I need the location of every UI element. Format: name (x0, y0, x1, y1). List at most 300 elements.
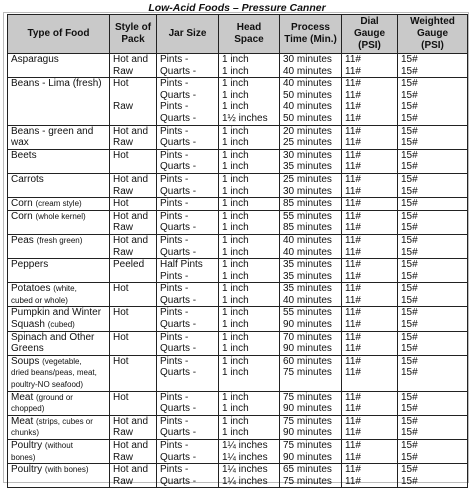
dial-gauge-value: 11# (345, 270, 361, 282)
food-line (11, 150, 109, 162)
jar-size-value: Pints - (160, 125, 189, 137)
head-space-value: 1 inch (222, 294, 249, 306)
cell-type-of-food (8, 210, 110, 234)
cell-type-of-food (8, 355, 110, 391)
cell-head-space (219, 464, 280, 488)
jar-size-value: Quarts - (160, 185, 197, 197)
cell-head-space (219, 210, 280, 234)
style-of-pack-value: Hot and (113, 440, 149, 451)
cell-type-of-food (8, 283, 110, 307)
cell-weighted-gauge (398, 355, 468, 391)
table-row (8, 125, 468, 149)
food-name: Beets (11, 149, 37, 161)
table-row (8, 54, 468, 78)
cell-head-space (219, 331, 280, 355)
dial-gauge-value: 11# (345, 475, 361, 487)
dial-gauge-value: 11# (345, 173, 361, 185)
jar-size-value: Pints - (160, 54, 189, 65)
cell-process-time (280, 149, 342, 173)
jar-size-value: Pints - (160, 391, 189, 403)
jar-size-value: Pints - (160, 415, 189, 427)
cell-process-time (280, 210, 342, 234)
jar-size-value: Quarts - (160, 222, 197, 234)
cell-jar-size (157, 210, 219, 234)
jar-size-value: Quarts - (160, 367, 197, 379)
process-time-value: 75 minutes (283, 367, 332, 379)
cell-type-of-food (8, 331, 110, 355)
cell-head-space (219, 283, 280, 307)
cell-style-of-pack (110, 198, 157, 211)
cell-weighted-gauge (398, 54, 468, 78)
column-header-line: (PSI) (421, 40, 444, 51)
process-time-value: 35 minutes (283, 283, 332, 295)
jar-size-value: Quarts - (160, 343, 197, 355)
jar-size-value (160, 379, 218, 391)
food-name: Poultry (11, 464, 45, 476)
style-of-pack-value (113, 403, 156, 415)
food-note: (ground or (36, 392, 73, 402)
weighted-gauge-value: 15# (401, 222, 418, 234)
dial-gauge-value: 11# (345, 198, 361, 210)
dial-gauge-value: 11# (345, 259, 361, 271)
weighted-gauge-value: 15# (401, 307, 418, 319)
cell-jar-size (157, 149, 219, 173)
process-time-value: 75 minutes (283, 475, 332, 487)
cell-weighted-gauge (398, 234, 468, 258)
weighted-gauge-value: 15# (401, 331, 418, 343)
cell-jar-size (157, 355, 219, 391)
process-time-value: 85 minutes (283, 198, 332, 210)
weighted-gauge-value: 15# (401, 125, 418, 137)
table-row (8, 173, 468, 197)
column-header-line: Type of Food (27, 28, 90, 39)
head-space-value: 1 inch (222, 185, 249, 197)
cell-jar-size (157, 125, 219, 149)
cell-style-of-pack (110, 415, 157, 439)
cell-dial-gauge (342, 355, 398, 391)
food-name: Corn (11, 210, 36, 222)
jar-size-value: Quarts - (160, 451, 197, 463)
food-note: (white, (53, 284, 77, 294)
cell-head-space (219, 234, 280, 258)
process-time-value: 60 minutes (283, 355, 332, 367)
food-line (11, 319, 109, 331)
jar-size-value: Pints - (160, 270, 189, 282)
cell-style-of-pack (110, 234, 157, 258)
jar-size-value: Pints - (160, 464, 189, 476)
weighted-gauge-value: 15# (401, 343, 418, 355)
jar-size-value: Quarts - (160, 427, 197, 439)
cell-type-of-food (8, 173, 110, 197)
cell-jar-size (157, 415, 219, 439)
dial-gauge-value: 11# (345, 451, 361, 463)
cell-process-time (280, 391, 342, 415)
head-space-value: 1 inch (222, 427, 249, 439)
cell-weighted-gauge (398, 391, 468, 415)
process-time-value: 55 minutes (283, 210, 332, 222)
food-line (11, 452, 109, 464)
cell-jar-size (157, 234, 219, 258)
cell-weighted-gauge (398, 259, 468, 283)
style-of-pack-value: Raw (113, 185, 134, 197)
cell-jar-size (157, 78, 219, 125)
cell-style-of-pack (110, 440, 157, 464)
cell-process-time (280, 440, 342, 464)
weighted-gauge-value: 15# (401, 283, 418, 295)
weighted-gauge-value: 15# (401, 185, 418, 197)
dial-gauge-value: 11# (345, 415, 361, 427)
table-row (8, 149, 468, 173)
style-of-pack-value: Hot and (113, 54, 149, 65)
cell-process-time (280, 198, 342, 211)
cell-style-of-pack (110, 331, 157, 355)
dial-gauge-value: 11# (345, 65, 361, 77)
dial-gauge-value: 11# (345, 89, 361, 101)
weighted-gauge-value: 15# (401, 89, 418, 101)
jar-size-value: Quarts - (160, 65, 197, 77)
column-header-line: Style of (114, 22, 152, 33)
cell-type-of-food (8, 391, 110, 415)
cell-process-time (280, 234, 342, 258)
style-of-pack-value: Raw (113, 101, 134, 113)
style-of-pack-value (113, 343, 156, 355)
style-of-pack-value: Raw (113, 137, 134, 149)
process-time-value: 25 minutes (283, 173, 332, 185)
cell-dial-gauge (342, 210, 398, 234)
head-space-value: 1 inch (222, 101, 249, 113)
food-note: (strips, cubes or (36, 416, 93, 426)
head-space-value: 1 inch (222, 319, 249, 331)
weighted-gauge-value: 15# (401, 101, 418, 113)
cell-jar-size (157, 173, 219, 197)
table-row (8, 78, 468, 125)
table-row (8, 210, 468, 234)
food-name: Peppers (11, 259, 49, 271)
jar-size-value: Quarts - (160, 161, 197, 173)
process-time-value: 50 minutes (283, 112, 332, 124)
process-time-value: 90 minutes (283, 403, 332, 415)
table-row (8, 234, 468, 258)
dial-gauge-value: 11# (345, 294, 361, 306)
dial-gauge-value: 11# (345, 331, 361, 343)
head-space-value: 1 inch (222, 65, 249, 77)
dial-gauge-value: 11# (345, 391, 361, 403)
table-row (8, 355, 468, 391)
style-of-pack-value: Raw (113, 427, 134, 439)
cell-jar-size (157, 331, 219, 355)
cell-weighted-gauge (398, 78, 468, 125)
cell-weighted-gauge (398, 307, 468, 331)
weighted-gauge-value: 15# (401, 137, 418, 149)
food-note: bones) (11, 452, 36, 462)
cell-dial-gauge (342, 283, 398, 307)
column-header-line: Dial (360, 16, 379, 27)
cell-jar-size (157, 259, 219, 283)
jar-size-value: Pints - (160, 234, 189, 246)
head-space-value: 1 inch (222, 415, 249, 427)
style-of-pack-value: Hot (113, 78, 129, 90)
jar-size-value: Pints - (160, 101, 189, 113)
cell-process-time (280, 415, 342, 439)
style-of-pack-value: Peeled (113, 259, 145, 271)
food-note: (cream style) (35, 199, 82, 209)
jar-size-value: Half Pints (160, 259, 203, 271)
food-line (11, 54, 109, 66)
food-line (11, 343, 109, 355)
food-line (11, 307, 109, 319)
cell-head-space (219, 173, 280, 197)
food-line (11, 440, 109, 452)
food-name: Beans - green and (11, 125, 94, 137)
cell-jar-size (157, 198, 219, 211)
weighted-gauge-value: 15# (401, 65, 418, 77)
cell-process-time (280, 259, 342, 283)
head-space-value: 1 inch (222, 161, 249, 173)
style-of-pack-value: Hot (113, 331, 129, 343)
weighted-gauge-value: 15# (401, 161, 418, 173)
dial-gauge-value: 11# (345, 246, 361, 258)
cell-type-of-food (8, 149, 110, 173)
weighted-gauge-value: 15# (401, 475, 418, 487)
process-time-value: 65 minutes (283, 464, 332, 476)
column-header-line: Gauge (416, 28, 449, 39)
cell-dial-gauge (342, 464, 398, 488)
weighted-gauge-value: 15# (401, 403, 418, 415)
dial-gauge-value: 11# (345, 307, 361, 319)
food-name: Corn (11, 198, 36, 210)
dial-gauge-value: 11# (345, 185, 361, 197)
head-space-value: 1 inch (222, 283, 249, 295)
process-time-value: 35 minutes (283, 270, 332, 282)
jar-size-value: Pints - (160, 307, 189, 319)
food-name: Carrots (11, 173, 44, 185)
jar-size-value: Pints - (160, 149, 189, 161)
style-of-pack-value (113, 113, 156, 125)
jar-size-value: Pints - (160, 355, 189, 367)
process-time-value: 55 minutes (283, 307, 332, 319)
dial-gauge-value: 11# (345, 403, 361, 415)
cell-weighted-gauge (398, 198, 468, 211)
food-name: Potatoes (11, 283, 54, 295)
cell-process-time (280, 125, 342, 149)
cell-style-of-pack (110, 283, 157, 307)
weighted-gauge-value: 15# (401, 440, 418, 451)
process-time-value: 40 minutes (283, 101, 332, 113)
food-name: Greens (11, 343, 44, 355)
jar-size-value: Pints - (160, 78, 189, 90)
column-header-process-time (280, 15, 342, 54)
style-of-pack-value: Raw (113, 65, 134, 77)
cell-dial-gauge (342, 198, 398, 211)
style-of-pack-value: Hot (113, 198, 129, 210)
style-of-pack-value: Hot (113, 355, 129, 367)
cell-process-time (280, 54, 342, 78)
head-space-value: 1¼ inches (222, 475, 268, 487)
column-header-jar-size (157, 15, 219, 54)
dial-gauge-value: 11# (345, 101, 361, 113)
food-line (11, 259, 109, 271)
cell-dial-gauge (342, 391, 398, 415)
head-space-value: 1 inch (222, 367, 249, 379)
head-space-value: 1¼ inches (222, 440, 268, 451)
food-line (11, 403, 109, 415)
column-header-line: Jar Size (168, 28, 207, 39)
head-space-value: 1 inch (222, 343, 249, 355)
dial-gauge-value: 11# (345, 222, 361, 234)
food-line (11, 392, 109, 404)
cell-dial-gauge (342, 149, 398, 173)
food-note: (cubed) (47, 320, 75, 330)
food-name: Meat (11, 391, 37, 403)
cell-dial-gauge (342, 331, 398, 355)
process-time-value: 90 minutes (283, 451, 332, 463)
dial-gauge-value: 11# (345, 149, 361, 161)
weighted-gauge-value: 15# (401, 270, 418, 282)
weighted-gauge-value: 15# (401, 464, 418, 476)
cell-weighted-gauge (398, 210, 468, 234)
cell-head-space (219, 54, 280, 78)
table-row (8, 259, 468, 283)
cell-dial-gauge (342, 234, 398, 258)
food-note: chopped) (11, 404, 45, 414)
column-header-line: Head (236, 22, 262, 33)
style-of-pack-value: Hot (113, 307, 129, 319)
food-line (11, 211, 109, 223)
food-line (11, 332, 109, 344)
food-line (11, 235, 109, 247)
food-name: Meat (11, 415, 37, 427)
cell-style-of-pack (110, 259, 157, 283)
cell-type-of-food (8, 198, 110, 211)
head-space-value: 1 inch (222, 331, 249, 343)
food-name: Squash (11, 319, 48, 331)
style-of-pack-value: Hot and (113, 464, 149, 476)
cell-jar-size (157, 283, 219, 307)
cell-process-time (280, 464, 342, 488)
head-space-value: 1 inch (222, 234, 249, 246)
cell-type-of-food (8, 54, 110, 78)
food-line (11, 137, 109, 149)
process-time-value: 90 minutes (283, 319, 332, 331)
dial-gauge-value: 11# (345, 319, 361, 331)
style-of-pack-value (113, 295, 156, 307)
head-space-value: 1 inch (222, 149, 249, 161)
head-space-value: 1 inch (222, 54, 249, 65)
style-of-pack-value: Hot (113, 149, 129, 161)
dial-gauge-value (345, 379, 397, 391)
cell-process-time (280, 331, 342, 355)
process-time-value: 40 minutes (283, 65, 332, 77)
style-of-pack-value: Hot and (113, 173, 149, 185)
head-space-value: 1 inch (222, 307, 249, 319)
weighted-gauge-value: 15# (401, 210, 418, 222)
cell-head-space (219, 307, 280, 331)
cell-jar-size (157, 307, 219, 331)
food-note: poultry-NO seafood) (11, 380, 84, 390)
process-time-value: 30 minutes (283, 185, 332, 197)
cell-weighted-gauge (398, 331, 468, 355)
process-time-value (283, 379, 341, 391)
weighted-gauge-value: 15# (401, 451, 418, 463)
food-line (11, 174, 109, 186)
dial-gauge-value: 11# (345, 427, 361, 439)
style-of-pack-value: Raw (113, 222, 134, 234)
weighted-gauge-value: 15# (401, 391, 418, 403)
column-header-line: Weighted (410, 16, 455, 27)
jar-size-value: Quarts - (160, 137, 197, 149)
head-space-value: 1½ inches (222, 112, 268, 124)
food-line (11, 198, 109, 210)
cell-head-space (219, 355, 280, 391)
column-header-line: Gauge (353, 28, 386, 39)
table-row (8, 391, 468, 415)
food-line (11, 126, 109, 138)
cell-weighted-gauge (398, 125, 468, 149)
style-of-pack-value: Raw (113, 246, 134, 258)
food-note: chunks) (11, 428, 40, 438)
cell-head-space (219, 391, 280, 415)
cell-dial-gauge (342, 125, 398, 149)
cell-head-space (219, 125, 280, 149)
dial-gauge-value: 11# (345, 343, 361, 355)
head-space-value: 1 inch (222, 246, 249, 258)
weighted-gauge-value: 15# (401, 173, 418, 185)
cell-dial-gauge (342, 259, 398, 283)
process-time-value: 25 minutes (283, 137, 332, 149)
column-header-weighted-gauge (398, 15, 468, 54)
dial-gauge-value: 11# (345, 367, 361, 379)
process-time-value: 75 minutes (283, 415, 332, 427)
process-time-value: 90 minutes (283, 343, 332, 355)
weighted-gauge-value: 15# (401, 367, 418, 379)
food-line (11, 78, 109, 90)
jar-size-value: Quarts - (160, 403, 197, 415)
dial-gauge-value: 11# (345, 78, 361, 90)
jar-size-value: Quarts - (160, 319, 197, 331)
cell-type-of-food (8, 259, 110, 283)
style-of-pack-value (113, 379, 156, 391)
jar-size-value: Pints - (160, 331, 189, 343)
table-row (8, 307, 468, 331)
weighted-gauge-value: 15# (401, 355, 418, 367)
cell-style-of-pack (110, 149, 157, 173)
dial-gauge-value: 11# (345, 161, 361, 173)
table-row (8, 415, 468, 439)
dial-gauge-value: 11# (345, 125, 361, 137)
head-space-value: 1 inch (222, 125, 249, 137)
header-row (8, 15, 468, 54)
process-time-value: 30 minutes (283, 149, 332, 161)
dial-gauge-value: 11# (345, 355, 361, 367)
column-header-line: Time (Min.) (284, 34, 337, 45)
style-of-pack-value (113, 161, 156, 173)
table-row (8, 198, 468, 211)
style-of-pack-value: Hot (113, 283, 129, 295)
jar-size-value: Pints - (160, 210, 189, 222)
dial-gauge-value: 11# (345, 234, 361, 246)
cell-style-of-pack (110, 355, 157, 391)
canning-table (7, 14, 468, 488)
weighted-gauge-value: 15# (401, 319, 418, 331)
jar-size-value: Quarts - (160, 112, 197, 124)
weighted-gauge-value: 15# (401, 294, 418, 306)
head-space-value: 1 inch (222, 89, 249, 101)
cell-style-of-pack (110, 391, 157, 415)
page-title: Low-Acid Foods – Pressure Canner (148, 2, 326, 14)
table-row (8, 331, 468, 355)
food-note: (whole kernel) (35, 211, 86, 221)
process-time-value: 75 minutes (283, 391, 332, 403)
